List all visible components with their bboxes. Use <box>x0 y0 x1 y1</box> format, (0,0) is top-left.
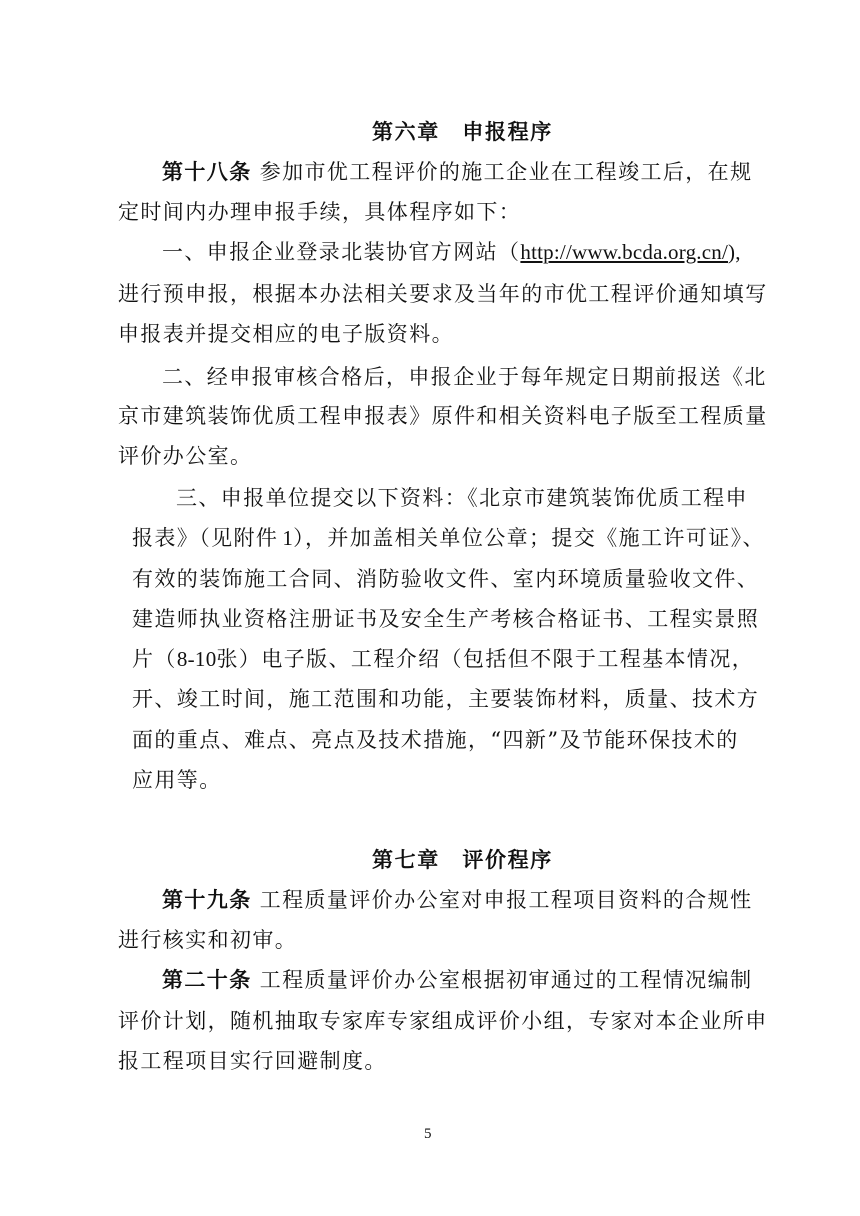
item-3-line-2-b: ），并加盖相关单位公章；提交《施工许可证》、 <box>293 526 765 550</box>
article-18-label: 第十八条 <box>162 159 252 184</box>
chapter-six-heading: 第六章 申报程序 <box>372 119 553 144</box>
item-1-line-3: 申报表并提交相应的电子版资料。 <box>118 322 454 346</box>
item-1-prefix: 一、申报企业登录北装协官方网站（ <box>162 240 521 264</box>
article-19-label: 第十九条 <box>162 887 252 912</box>
article-20-line-3: 报工程项目实行回避制度。 <box>118 1049 387 1073</box>
item-1-line-2: 进行预申报，根据本办法相关要求及当年的市优工程评价通知填写 <box>118 282 768 306</box>
chapter-seven-heading: 第七章 评价程序 <box>372 847 553 872</box>
item-3-line-8: 应用等。 <box>132 768 222 792</box>
article-19-line-1 <box>162 886 753 914</box>
item-3-line-5 <box>132 645 754 673</box>
item-1-line-1 <box>162 238 741 266</box>
article-19-line-2: 进行核实和初审。 <box>118 928 298 952</box>
item-3-line-5-b: 张）电子版、工程介绍（包括但不限于工程基本情况， <box>216 647 755 671</box>
item-3-line-1: 三、申报单位提交以下资料：《北京市建筑装饰优质工程申 <box>176 486 748 510</box>
attachment-number: 1 <box>282 526 294 550</box>
article-18-text-1: 参加市优工程评价的施工企业在工程竣工后，在规 <box>259 160 753 184</box>
article-20-text-1: 工程质量评价办公室根据初审通过的工程情况编制 <box>259 968 753 992</box>
item-3-line-2 <box>132 524 765 552</box>
item-2-line-3: 评价办公室。 <box>118 444 253 468</box>
item-3-line-5-a: 片（ <box>132 647 177 671</box>
item-3-line-2-a: 报表》（见附件 <box>132 526 279 550</box>
article-18-line-1 <box>162 158 753 186</box>
page-number: 5 <box>424 1126 432 1142</box>
article-20-line-2: 评价计划，随机抽取专家库专家组成评价小组，专家对本企业所申 <box>118 1009 768 1033</box>
item-3-line-7: 面的重点、难点、亮点及技术措施，“四新”及节能环保技术的 <box>132 728 739 752</box>
bcda-website-link[interactable]: http://www.bcda.org.cn/ <box>520 240 728 264</box>
article-19-text-1: 工程质量评价办公室对申报工程项目资料的合规性 <box>259 888 753 912</box>
item-3-line-6: 开、竣工时间，施工范围和功能，主要装饰材料，质量、技术方 <box>132 687 760 711</box>
item-3-line-3: 有效的装饰施工合同、消防验收文件、室内环境质量验收文件、 <box>132 567 760 591</box>
photo-count: 8-10 <box>176 647 217 671</box>
item-1-suffix: ), <box>727 240 741 264</box>
item-2-line-1: 二、经申报审核合格后，申报企业于每年规定日期前报送《北 <box>162 365 767 389</box>
item-2-line-2: 京市建筑装饰优质工程申报表》原件和相关资料电子版至工程质量 <box>118 404 768 428</box>
article-18-line-2: 定时间内办理申报手续，具体程序如下： <box>118 200 522 224</box>
article-20-line-1 <box>162 966 753 994</box>
item-3-line-4: 建造师执业资格注册证书及安全生产考核合格证书、工程实景照 <box>132 607 760 631</box>
article-20-label: 第二十条 <box>162 967 252 992</box>
